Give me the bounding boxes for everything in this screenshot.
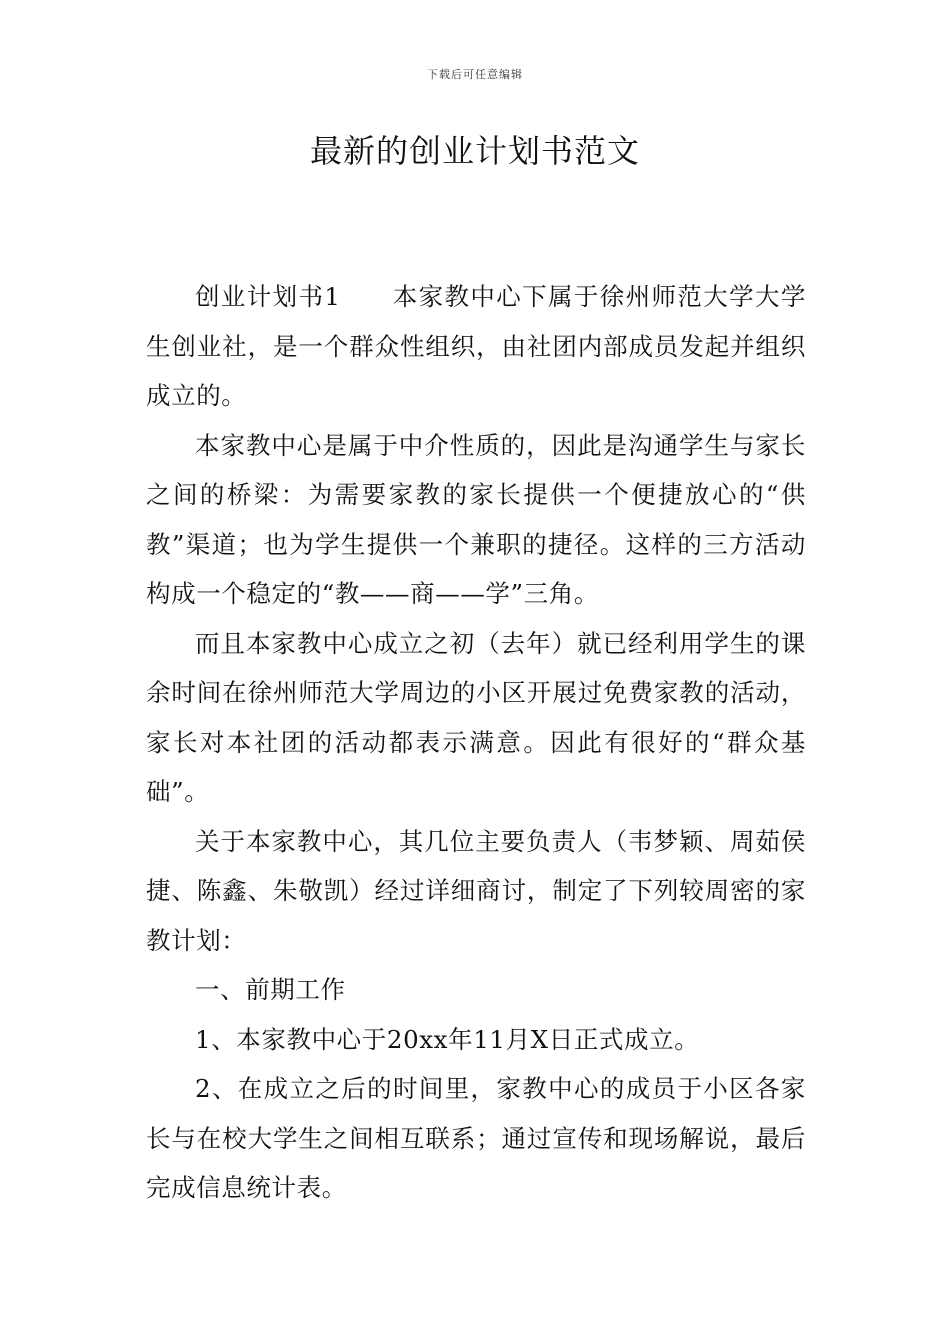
section-label: 创业计划书1 — [195, 282, 341, 311]
paragraph-item-2: 2、在成立之后的时间里，家教中心的成员于小区各家长与在校大学生之间相互联系；通过宣传和现场解说，最后完成信息统计表。 — [146, 1074, 806, 1202]
heading-early-work: 一、前期工作 — [195, 975, 346, 1004]
paragraph-item-1: 1、本家教中心于20xx年11月X日正式成立。 — [195, 1024, 700, 1054]
paragraph-3: 而且本家教中心成立之初（去年）就已经利用学生的课余时间在徐州师范大学周边的小区开展过免费家教的活动，家长对本社团的活动都表示满意。因此有很好的“群众基础”。 — [146, 628, 806, 806]
document-body — [146, 272, 806, 1213]
paragraph-1-text: 本家教中心下属于徐州师范大学大学生创业社，是一个群众性组织，由社团内部成员发起并组织成立的。 — [146, 282, 806, 410]
paragraph-2: 本家教中心是属于中介性质的，因此是沟通学生与家长之间的桥梁：为需要家教的家长提供一个便捷放心的“供教”渠道；也为学生提供一个兼职的捷径。这样的三方活动构成一个稳定的“教——商——学”三角。 — [146, 430, 806, 608]
paragraph-1 — [146, 272, 806, 421]
document-title: 最新的创业计划书范文 — [309, 132, 640, 170]
header-note: 下载后可任意编辑 — [427, 68, 523, 81]
paragraph-4: 关于本家教中心，其几位主要负责人（韦梦颖、周茹侯捷、陈鑫、朱敬凯）经过详细商讨，制定了下列较周密的家教计划： — [146, 826, 806, 955]
